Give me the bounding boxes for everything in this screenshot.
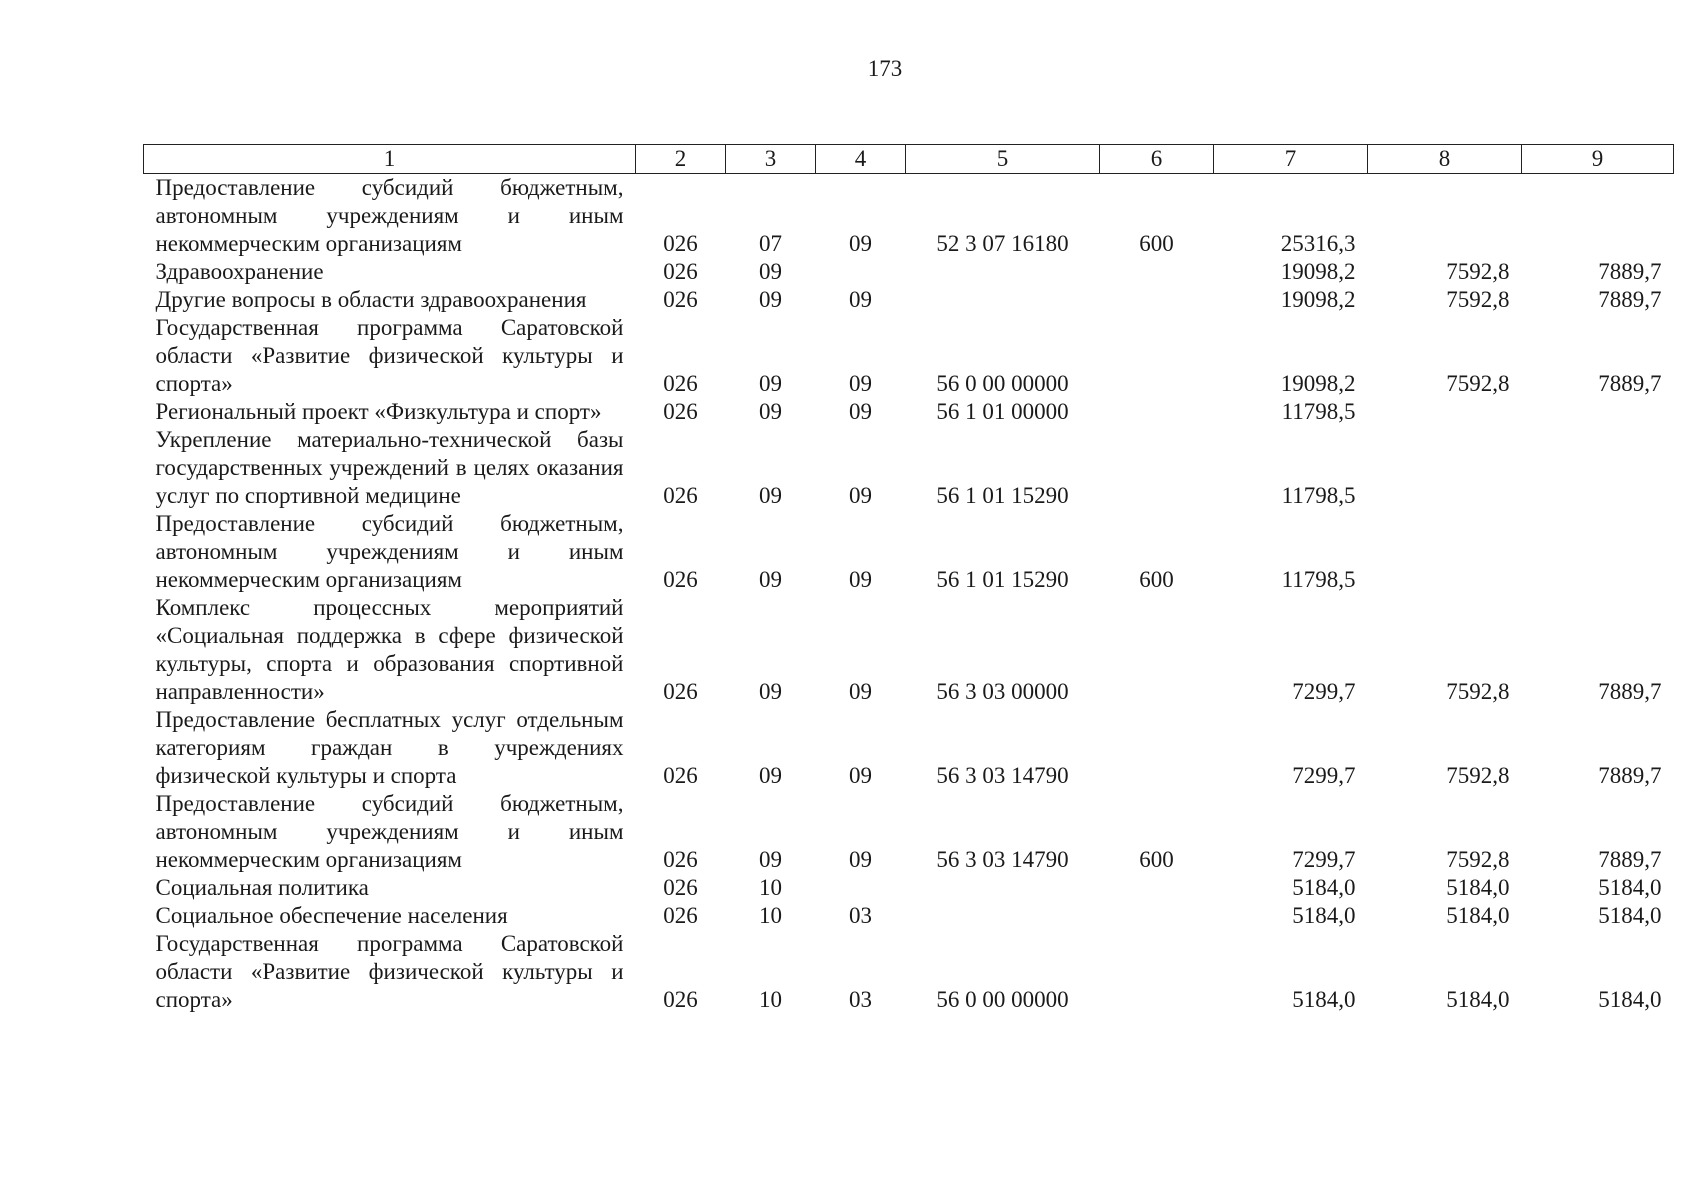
- subsection-cell: [816, 258, 906, 286]
- expense-type-cell: 600: [1139, 847, 1174, 872]
- section-cell: 09: [759, 847, 782, 872]
- subsection-cell: [816, 874, 906, 902]
- table-row: [144, 258, 1674, 286]
- admin-code-cell: 026: [663, 847, 698, 872]
- table-row: [144, 790, 1674, 874]
- expense-type-cell: [1100, 594, 1214, 706]
- amount-cell: [1368, 426, 1522, 510]
- amount-cell: 7889,7: [1598, 371, 1662, 396]
- amount-cell: 11798,5: [1281, 567, 1356, 592]
- section-cell: 09: [759, 259, 782, 284]
- section-cell: 09: [759, 483, 782, 508]
- header-cell: 6: [1100, 145, 1214, 174]
- row-name-cell: Социальная политика: [155, 875, 369, 900]
- row-name-cell: Предоставление субсидий бюджетным, автономным учреждениям и иным некоммерческим организациям: [155, 791, 624, 872]
- page-number: 173: [867, 56, 903, 81]
- expense-type-cell: [1100, 426, 1214, 510]
- amount-cell: 7592,8: [1446, 763, 1510, 788]
- amount-cell: 19098,2: [1280, 371, 1356, 396]
- amount-cell: 7889,7: [1598, 763, 1662, 788]
- target-article-cell: [906, 286, 1100, 314]
- section-cell: 10: [759, 903, 782, 928]
- admin-code-cell: 026: [663, 259, 698, 284]
- header-cell: 7: [1214, 145, 1368, 174]
- target-article-cell: 56 1 01 15290: [936, 567, 1069, 592]
- amount-cell: 11798,5: [1281, 399, 1356, 424]
- row-name-cell: Предоставление субсидий бюджетным, автономным учреждениям и иным некоммерческим организациям: [155, 175, 624, 256]
- amount-cell: 7592,8: [1446, 679, 1510, 704]
- expense-type-cell: [1100, 286, 1214, 314]
- amount-cell: [1522, 426, 1674, 510]
- admin-code-cell: 026: [663, 763, 698, 788]
- table-row: [144, 902, 1674, 930]
- subsection-cell: 03: [849, 987, 872, 1012]
- admin-code-cell: 026: [663, 987, 698, 1012]
- section-cell: 09: [759, 763, 782, 788]
- amount-cell: 7592,8: [1446, 847, 1510, 872]
- amount-cell: 5184,0: [1446, 903, 1510, 928]
- subsection-cell: 03: [849, 903, 872, 928]
- amount-cell: [1522, 510, 1674, 594]
- admin-code-cell: 026: [663, 679, 698, 704]
- expense-type-cell: [1100, 258, 1214, 286]
- admin-code-cell: 026: [663, 399, 698, 424]
- amount-cell: [1522, 174, 1674, 259]
- amount-cell: 7299,7: [1292, 763, 1356, 788]
- table-row: [144, 314, 1674, 398]
- table-row: [144, 510, 1674, 594]
- subsection-cell: 09: [849, 567, 872, 592]
- amount-cell: 5184,0: [1292, 987, 1356, 1012]
- amount-cell: 7889,7: [1598, 259, 1662, 284]
- amount-cell: 5184,0: [1446, 987, 1510, 1012]
- section-cell: 10: [759, 987, 782, 1012]
- target-article-cell: 56 3 03 00000: [936, 679, 1069, 704]
- section-cell: 09: [759, 287, 782, 312]
- amount-cell: 5184,0: [1598, 875, 1662, 900]
- amount-cell: 11798,5: [1281, 483, 1356, 508]
- subsection-cell: 09: [849, 763, 872, 788]
- row-name-cell: Укрепление материально-технической базы государственных учреждений в целях оказания услуг по спортивной медицине: [155, 427, 624, 508]
- expense-type-cell: [1100, 874, 1214, 902]
- row-name-cell: Здравоохранение: [155, 259, 324, 284]
- table-row: [144, 706, 1674, 790]
- section-cell: 07: [759, 231, 782, 256]
- expense-type-cell: 600: [1139, 231, 1174, 256]
- target-article-cell: 56 1 01 15290: [936, 483, 1069, 508]
- section-cell: 09: [759, 399, 782, 424]
- header-cell: 8: [1368, 145, 1522, 174]
- amount-cell: 5184,0: [1292, 875, 1356, 900]
- subsection-cell: 09: [849, 399, 872, 424]
- target-article-cell: 56 3 03 14790: [936, 763, 1069, 788]
- amount-cell: 25316,3: [1280, 231, 1356, 256]
- target-article-cell: [906, 874, 1100, 902]
- amount-cell: [1368, 398, 1522, 426]
- table-row: [144, 874, 1674, 902]
- amount-cell: 7889,7: [1598, 679, 1662, 704]
- amount-cell: 7592,8: [1446, 287, 1510, 312]
- amount-cell: 19098,2: [1280, 287, 1356, 312]
- section-cell: 09: [759, 567, 782, 592]
- admin-code-cell: 026: [663, 567, 698, 592]
- section-cell: 09: [759, 371, 782, 396]
- target-article-cell: 56 0 00 00000: [936, 987, 1069, 1012]
- amount-cell: 7299,7: [1292, 847, 1356, 872]
- table-body: [144, 174, 1674, 1015]
- expense-type-cell: [1100, 902, 1214, 930]
- row-name-cell: Комплекс процессных мероприятий «Социальная поддержка в сфере физической культуры, спорта и образования спортивной направленности»: [155, 595, 624, 704]
- target-article-cell: [906, 902, 1100, 930]
- admin-code-cell: 026: [663, 875, 698, 900]
- header-cell: 4: [816, 145, 906, 174]
- table-row: [144, 174, 1674, 259]
- expense-type-cell: [1100, 706, 1214, 790]
- section-cell: 10: [759, 875, 782, 900]
- amount-cell: 19098,2: [1280, 259, 1356, 284]
- subsection-cell: 09: [849, 231, 872, 256]
- table-row: [144, 426, 1674, 510]
- table-row: [144, 594, 1674, 706]
- amount-cell: 7592,8: [1446, 371, 1510, 396]
- row-name-cell: Государственная программа Саратовской области «Развитие физической культуры и спорта»: [155, 315, 624, 396]
- header-cell: 1: [144, 145, 636, 174]
- amount-cell: 7592,8: [1446, 259, 1510, 284]
- admin-code-cell: 026: [663, 287, 698, 312]
- amount-cell: 7889,7: [1598, 287, 1662, 312]
- row-name-cell: Региональный проект «Физкультура и спорт»: [155, 399, 602, 424]
- expense-type-cell: [1100, 314, 1214, 398]
- amount-cell: [1522, 398, 1674, 426]
- row-name-cell: Социальное обеспечение населения: [155, 903, 508, 928]
- admin-code-cell: 026: [663, 483, 698, 508]
- header-cell: 9: [1522, 145, 1674, 174]
- subsection-cell: 09: [849, 847, 872, 872]
- amount-cell: 7299,7: [1292, 679, 1356, 704]
- table-row: [144, 930, 1674, 1014]
- row-name-cell: Предоставление бесплатных услуг отдельным категориям граждан в учреждениях физической культуры и спорта: [155, 707, 624, 788]
- admin-code-cell: 026: [663, 371, 698, 396]
- budget-table: [143, 144, 1674, 1014]
- target-article-cell: 56 1 01 00000: [936, 399, 1069, 424]
- amount-cell: 5184,0: [1446, 875, 1510, 900]
- expense-type-cell: [1100, 930, 1214, 1014]
- subsection-cell: 09: [849, 371, 872, 396]
- amount-cell: 5184,0: [1292, 903, 1356, 928]
- target-article-cell: 56 3 03 14790: [936, 847, 1069, 872]
- subsection-cell: 09: [849, 679, 872, 704]
- target-article-cell: 56 0 00 00000: [936, 371, 1069, 396]
- budget-table-container: [143, 144, 1673, 1014]
- expense-type-cell: [1100, 398, 1214, 426]
- table-row: [144, 398, 1674, 426]
- amount-cell: 7889,7: [1598, 847, 1662, 872]
- table-row: [144, 286, 1674, 314]
- amount-cell: [1368, 174, 1522, 259]
- subsection-cell: 09: [849, 287, 872, 312]
- target-article-cell: 52 3 07 16180: [936, 231, 1069, 256]
- amount-cell: 5184,0: [1598, 903, 1662, 928]
- header-cell: 2: [636, 145, 726, 174]
- admin-code-cell: 026: [663, 903, 698, 928]
- header-cell: 3: [726, 145, 816, 174]
- row-name-cell: Другие вопросы в области здравоохранения: [155, 287, 587, 312]
- subsection-cell: 09: [849, 483, 872, 508]
- expense-type-cell: 600: [1139, 567, 1174, 592]
- target-article-cell: [906, 258, 1100, 286]
- row-name-cell: Государственная программа Саратовской области «Развитие физической культуры и спорта»: [155, 931, 624, 1012]
- amount-cell: [1368, 510, 1522, 594]
- table-header-row: [144, 145, 1674, 174]
- section-cell: 09: [759, 679, 782, 704]
- row-name-cell: Предоставление субсидий бюджетным, автономным учреждениям и иным некоммерческим организациям: [155, 511, 624, 592]
- amount-cell: 5184,0: [1598, 987, 1662, 1012]
- header-cell: 5: [906, 145, 1100, 174]
- admin-code-cell: 026: [663, 231, 698, 256]
